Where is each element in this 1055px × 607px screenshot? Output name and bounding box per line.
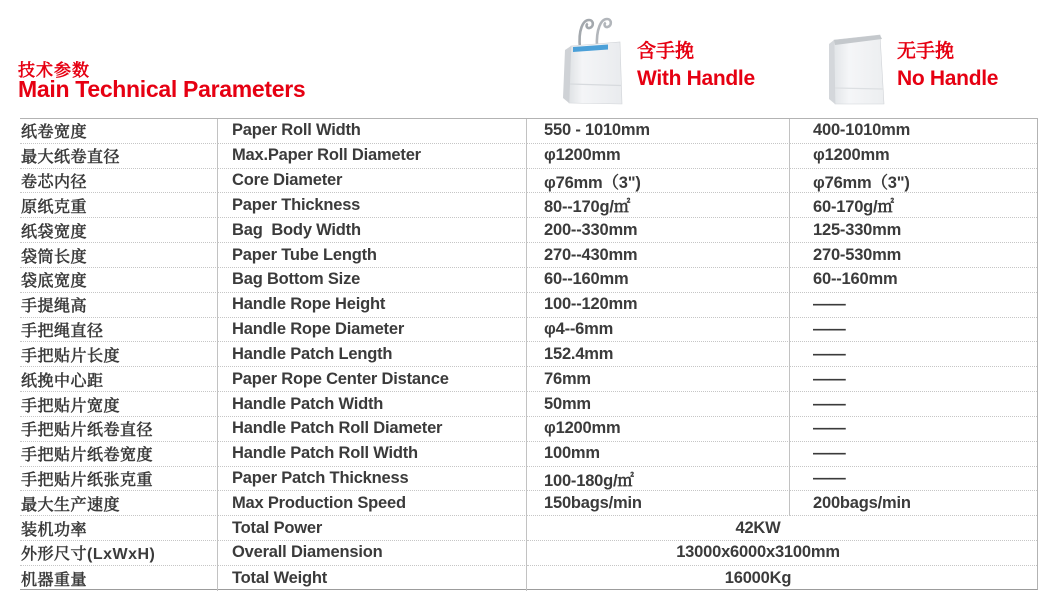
- value-no-handle: ——: [790, 442, 1037, 467]
- value-no-handle: ——: [790, 342, 1037, 367]
- with-handle-label-en: With Handle: [637, 66, 755, 90]
- param-cn: 最大纸卷直径: [20, 144, 218, 169]
- no-handle-label-cn: 无手挽: [897, 41, 955, 62]
- param-en: Max.Paper Roll Diameter: [218, 144, 527, 169]
- param-en: Handle Rope Diameter: [218, 318, 527, 343]
- parameters-table: [20, 118, 1038, 590]
- value-no-handle: φ1200mm: [790, 144, 1037, 169]
- value-with-handle: 150bags/min: [527, 491, 790, 516]
- param-en: Total Weight: [218, 566, 527, 591]
- value-with-handle: 60--160mm: [527, 268, 790, 293]
- param-cn: 手把贴片长度: [20, 342, 218, 367]
- value-no-handle: ——: [790, 318, 1037, 343]
- param-cn: 纸卷宽度: [20, 119, 218, 144]
- value-no-handle: 125-330mm: [790, 218, 1037, 243]
- param-en: Max Production Speed: [218, 491, 527, 516]
- with-handle-label: [637, 40, 755, 92]
- param-cn: 外形尺寸(LxWxH): [20, 541, 218, 566]
- value-no-handle: 60-170g/㎡: [790, 193, 1037, 218]
- value-with-handle: φ1200mm: [527, 417, 790, 442]
- param-en: Handle Patch Roll Width: [218, 442, 527, 467]
- value-no-handle: 60--160mm: [790, 268, 1037, 293]
- value-with-handle: 200--330mm: [527, 218, 790, 243]
- value-no-handle: φ76mm（3"): [790, 169, 1037, 194]
- paper-bag-no-handle-icon: [826, 28, 892, 108]
- param-cn: 手把贴片纸张克重: [20, 467, 218, 492]
- value-with-handle: 100--120mm: [527, 293, 790, 318]
- param-en: Core Diameter: [218, 169, 527, 194]
- value-with-handle: 100mm: [527, 442, 790, 467]
- param-cn: 手把贴片纸卷宽度: [20, 442, 218, 467]
- value-with-handle: 80--170g/㎡: [527, 193, 790, 218]
- value-merged: 13000x6000x3100mm: [527, 541, 1037, 566]
- param-en: Bag Bottom Size: [218, 268, 527, 293]
- param-en: Paper Thickness: [218, 193, 527, 218]
- param-cn: 最大生产速度: [20, 491, 218, 516]
- value-with-handle: 50mm: [527, 392, 790, 417]
- param-cn: 手把绳直径: [20, 318, 218, 343]
- param-cn: 手把贴片纸卷直径: [20, 417, 218, 442]
- param-cn: 纸挽中心距: [20, 367, 218, 392]
- param-en: Total Power: [218, 516, 527, 541]
- value-no-handle: 400-1010mm: [790, 119, 1037, 144]
- param-cn: 机器重量: [20, 566, 218, 591]
- param-cn: 装机功率: [20, 516, 218, 541]
- value-no-handle: 270-530mm: [790, 243, 1037, 268]
- param-en: Handle Patch Roll Diameter: [218, 417, 527, 442]
- value-with-handle: 76mm: [527, 367, 790, 392]
- value-no-handle: ——: [790, 367, 1037, 392]
- value-with-handle: 152.4mm: [527, 342, 790, 367]
- value-merged: 16000Kg: [724, 568, 792, 587]
- param-cn: 袋筒长度: [20, 243, 218, 268]
- value-no-handle: ——: [790, 392, 1037, 417]
- value-with-handle: φ1200mm: [527, 144, 790, 169]
- param-en: Overall Diamension: [218, 541, 527, 566]
- value-with-handle: 100-180g/㎡: [527, 467, 790, 492]
- param-cn: 袋底宽度: [20, 268, 218, 293]
- param-cn: 原纸克重: [20, 193, 218, 218]
- param-en: Handle Rope Height: [218, 293, 527, 318]
- value-with-handle: φ4--6mm: [527, 318, 790, 343]
- param-en: Handle Patch Length: [218, 342, 527, 367]
- value-with-handle: 550 - 1010mm: [527, 119, 790, 144]
- paper-bag-with-handle-icon: [558, 6, 632, 110]
- value-no-handle: 200bags/min: [790, 491, 1037, 516]
- no-handle-label-en: No Handle: [897, 66, 999, 90]
- param-cn: 纸袋宽度: [20, 218, 218, 243]
- value-no-handle: ——: [790, 467, 1037, 492]
- param-en: Paper Rope Center Distance: [218, 367, 527, 392]
- param-en: Paper Roll Width: [218, 119, 527, 144]
- value-with-handle: 270--430mm: [527, 243, 790, 268]
- page-title: Main Technical Parameters: [18, 76, 306, 102]
- param-en: Paper Patch Thickness: [218, 467, 527, 492]
- param-en: Bag Body Width: [218, 218, 527, 243]
- param-en: Handle Patch Width: [218, 392, 527, 417]
- value-merged: 42KW: [527, 516, 1037, 541]
- page-title-cn: 技术参数: [18, 61, 90, 80]
- param-cn: 卷芯内径: [20, 169, 218, 194]
- value-no-handle: ——: [790, 417, 1037, 442]
- value-with-handle: φ76mm（3"): [527, 169, 790, 194]
- param-en: Paper Tube Length: [218, 243, 527, 268]
- no-handle-label: [897, 40, 998, 92]
- param-cn: 手把贴片宽度: [20, 392, 218, 417]
- with-handle-label-cn: 含手挽: [637, 41, 695, 62]
- param-cn: 手提绳高: [20, 293, 218, 318]
- value-no-handle: ——: [790, 293, 1037, 318]
